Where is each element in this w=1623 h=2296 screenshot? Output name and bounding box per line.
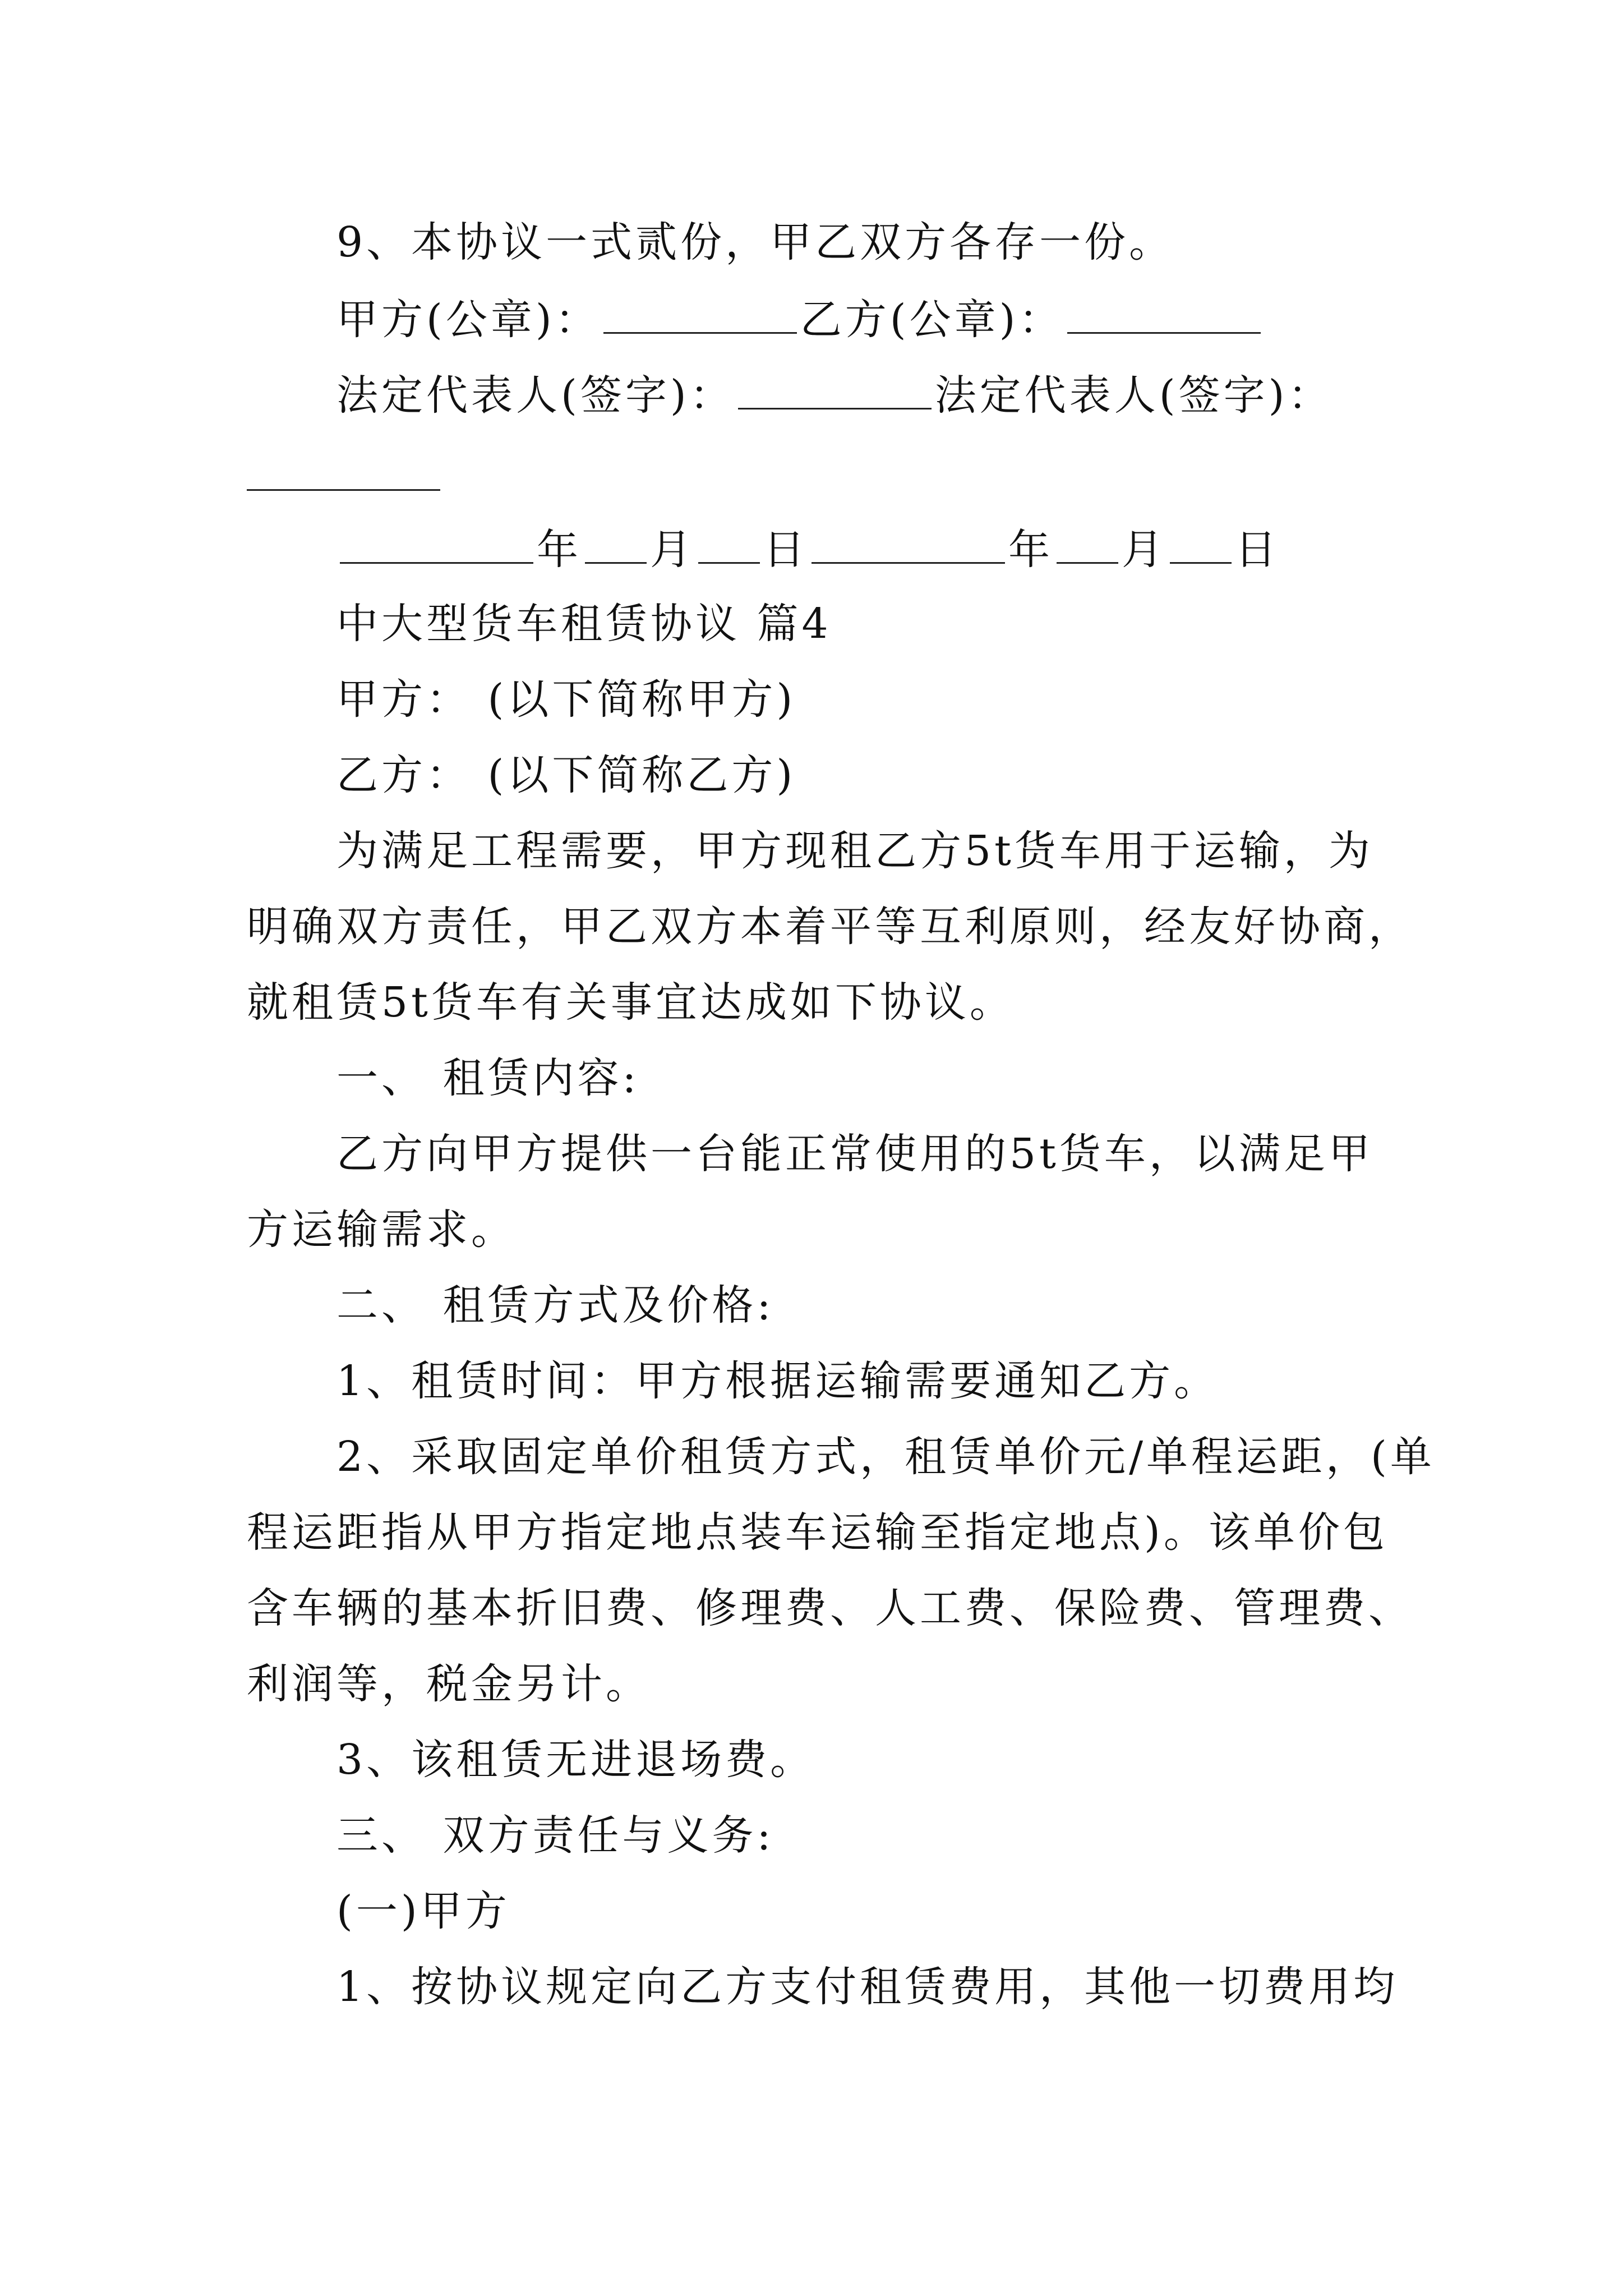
party-a-month-label: 月 bbox=[650, 526, 695, 574]
party-b-intro: 乙方： (以下简称乙方) bbox=[336, 751, 796, 799]
lease-content-line-2: 方运输需求。 bbox=[247, 1205, 516, 1254]
party-b-day-label: 日 bbox=[1235, 526, 1280, 574]
party-a-intro: 甲方： (以下简称甲方) bbox=[336, 675, 796, 724]
preamble-line-3: 就租赁5t货车有关事宜达成如下协议。 bbox=[247, 978, 1015, 1027]
party-b-representative-label: 法定代表人(签字)： bbox=[934, 371, 1333, 420]
heading-lease-terms: 二、 租赁方式及价格: bbox=[336, 1281, 774, 1329]
party-seal-line bbox=[336, 296, 1264, 344]
party-a-month-blank[interactable] bbox=[585, 527, 647, 564]
term-2-line-2: 程运距指从甲方指定地点装车运输至指定地点)。该单价包 bbox=[247, 1508, 1388, 1557]
heading-responsibilities: 三、 双方责任与义务: bbox=[336, 1811, 774, 1860]
party-b-seal-blank[interactable] bbox=[1067, 297, 1261, 334]
party-b-month-label: 月 bbox=[1122, 526, 1166, 574]
party-a-day-blank[interactable] bbox=[698, 527, 760, 564]
term-2-line-4: 利润等，税金另计。 bbox=[247, 1660, 651, 1708]
clause-9: 9、本协议一式贰份，甲乙双方各存一份。 bbox=[336, 218, 1174, 266]
term-3: 3、该租赁无进退场费。 bbox=[336, 1736, 815, 1784]
party-a-year-blank[interactable] bbox=[340, 527, 533, 564]
term-2-line-1: 2、采取固定单价租赁方式，租赁单价元/单程运距，(单 bbox=[336, 1433, 1435, 1481]
party-a-seal-label: 甲方(公章)： bbox=[336, 296, 600, 344]
party-b-year-blank[interactable] bbox=[811, 527, 1005, 564]
representative-line bbox=[336, 371, 1333, 420]
party-b-year-label: 年 bbox=[1008, 526, 1053, 574]
date-line bbox=[336, 526, 1280, 574]
preamble-line-2: 明确双方责任，甲乙双方本着平等互利原则，经友好协商， bbox=[247, 903, 1413, 951]
subheading-party-a: (一)甲方 bbox=[336, 1887, 510, 1935]
party-a-duty-1: 1、按协议规定向乙方支付租赁费用，其他一切费用均 bbox=[336, 1963, 1399, 2011]
party-a-day-label: 日 bbox=[763, 526, 808, 574]
term-1: 1、租赁时间：甲方根据运输需要通知乙方。 bbox=[336, 1357, 1219, 1405]
lease-content-line-1: 乙方向甲方提供一台能正常使用的5t货车，以满足甲 bbox=[336, 1130, 1373, 1178]
party-b-month-blank[interactable] bbox=[1057, 527, 1118, 564]
party-b-day-blank[interactable] bbox=[1170, 527, 1232, 564]
party-a-year-label: 年 bbox=[537, 526, 582, 574]
party-a-seal-blank[interactable] bbox=[603, 297, 797, 334]
party-a-representative-label: 法定代表人(签字)： bbox=[336, 371, 735, 420]
party-b-representative-blank[interactable] bbox=[247, 489, 440, 491]
party-a-representative-blank[interactable] bbox=[738, 373, 932, 409]
section-title: 中大型货车租赁协议 篇4 bbox=[336, 600, 832, 648]
preamble-line-1: 为满足工程需要，甲方现租乙方5t货车用于运输，为 bbox=[336, 827, 1373, 875]
term-2-line-3: 含车辆的基本折旧费、修理费、人工费、保险费、管理费、 bbox=[247, 1584, 1413, 1632]
party-b-seal-label: 乙方(公章)： bbox=[800, 296, 1064, 344]
heading-lease-content: 一、 租赁内容: bbox=[336, 1054, 640, 1102]
